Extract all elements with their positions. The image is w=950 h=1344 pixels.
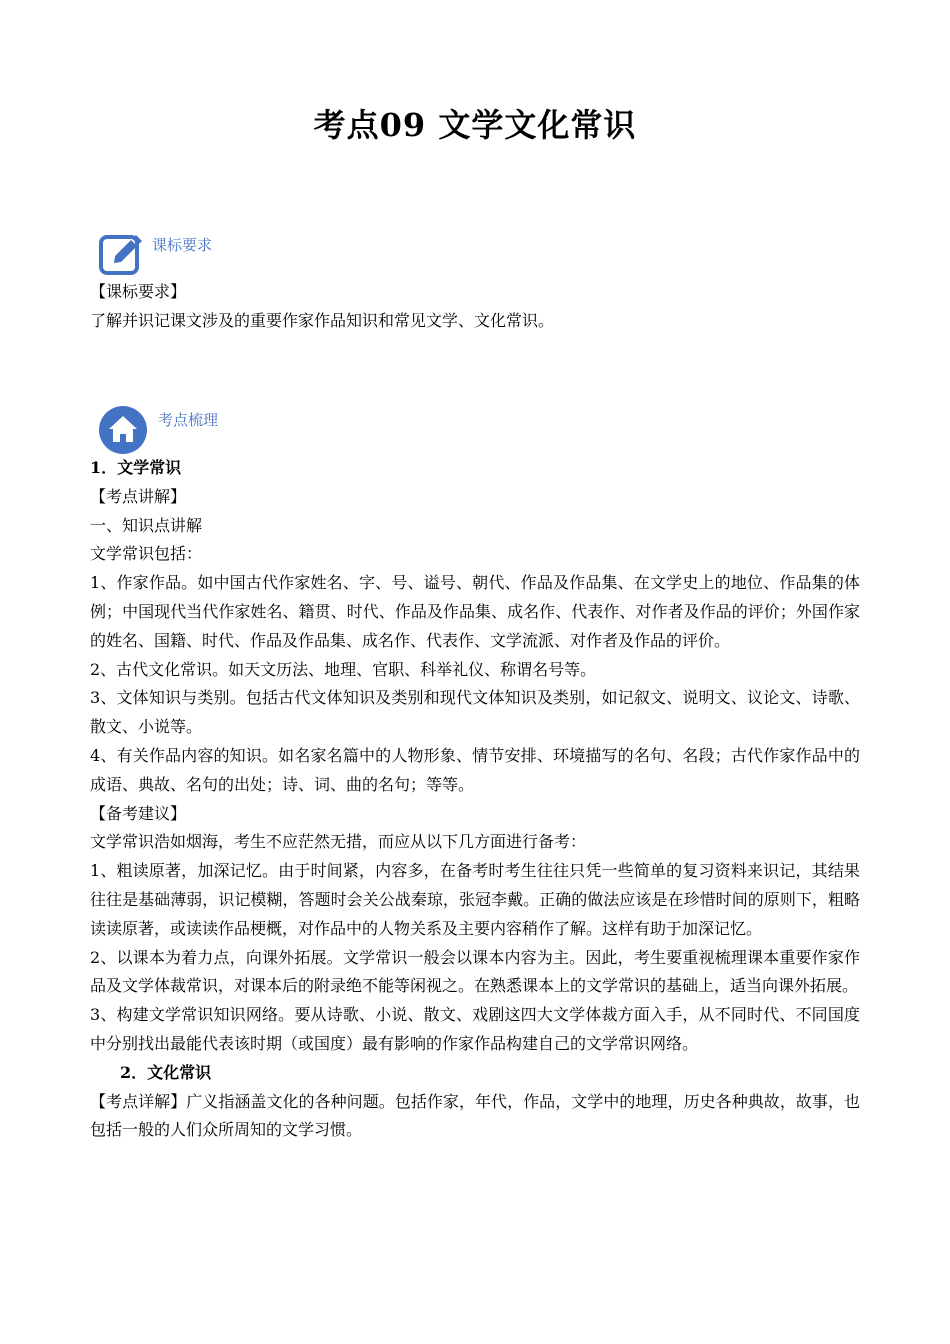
paragraph: 2、古代文化常识。如天文历法、地理、官职、科举礼仪、称谓名号等。 — [90, 659, 597, 679]
section-label-requirements: 课标要求 — [152, 236, 213, 254]
paragraph: 4、有关作品内容的知识。如名家名篇中的人物形象、情节安排、环境描写的名句、名段；古代作家作品中的成语、典故、名句的出处；诗、词、曲的名句；等等。 — [90, 745, 860, 794]
paragraph: 3、文体知识与类别。包括古代文体知识及类别和现代文体知识及类别，如记叙文、说明文、议论文、诗歌、散文、小说等。 — [90, 688, 860, 737]
edit-icon — [98, 232, 144, 278]
points-content — [90, 454, 860, 1145]
paragraph: 3、构建文学常识知识网络。要从诗歌、小说、散文、戏剧这四大文学体裁方面入手，从不同时代、不同国度中分别找出最能代表该时期（或国度）最有影响的作家作品构建自己的文学常识网络。 — [90, 1005, 860, 1053]
home-icon — [98, 405, 148, 455]
paragraph: 文学常识包括： — [90, 544, 203, 564]
paragraph: 2、以课本为着力点，向课外拓展。文学常识一般会以课本内容为主。因此，考生要重视梳理课本重要作家作品及文学体裁常识，对课本后的附录绝不能等闲视之。在熟悉课本上的文学常识的基础上，适当向课外拓展。 — [90, 947, 860, 996]
paragraph: 1．文学常识 — [90, 458, 182, 477]
section-header-points — [98, 405, 298, 455]
paragraph: 【考点详解】广义指涵盖文化的各种问题。包括作家，年代，作品，文学中的地理，历史各种典故，故事，也包括一般的人们众所周知的文学习惯。 — [90, 1091, 860, 1140]
paragraph: 1、作家作品。如中国古代作家姓名、字、号、谥号、朝代、作品及作品集、在文学史上的地位、作品集的体例；中国现代当代作家姓名、籍贯、时代、作品及作品集、成名作、代表作、对作者及作品的评价；外国作家的姓名、国籍、时代、作品及作品集、成名作、代表作、文学流派、对作者及作品的评价。 — [90, 573, 860, 650]
paragraph: 一、知识点讲解 — [90, 515, 203, 535]
paragraph: 1、粗读原著，加深记忆。由于时间紧，内容多，在备考时考生往往只凭一些简单的复习资料来识记，其结果往往是基础薄弱，识记模糊，答题时会关公战秦琼，张冠李戴。正确的做法应该是在珍惜时间的原则下，粗略读读原著，或读读作品梗概，对作品中的人物关系及主要内容稍作了解。这样有助于加深记忆。 — [90, 861, 860, 938]
section-header-requirements — [98, 232, 298, 282]
paragraph: 【备考建议】 — [90, 803, 187, 823]
paragraph: 2．文化常识 — [120, 1062, 212, 1082]
paragraph: 文学常识浩如烟海，考生不应茫然无措，而应从以下几方面进行备考： — [90, 832, 587, 852]
requirements-content — [90, 278, 860, 336]
paragraph: 【考点讲解】 — [90, 486, 187, 506]
page-title: 考点09 文学文化常识 — [313, 106, 637, 144]
requirements-text: 了解并识记课文涉及的重要作家作品知识和常见文学、文化常识。 — [90, 310, 555, 330]
requirements-heading: 【课标要求】 — [90, 282, 187, 301]
section-label-points: 考点梳理 — [158, 411, 219, 429]
